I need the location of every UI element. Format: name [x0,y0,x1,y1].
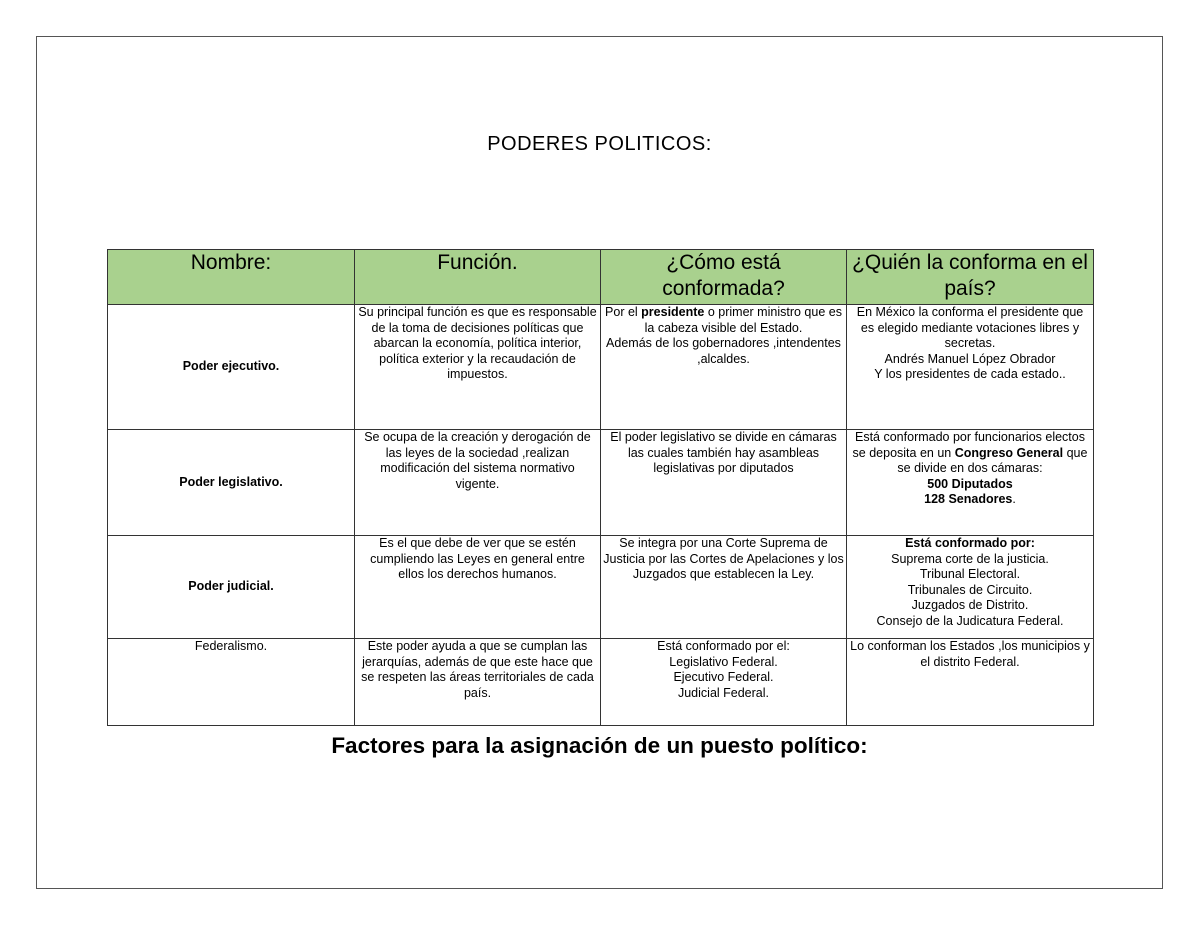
list-item: Consejo de la Judicatura Federal. [876,613,1064,628]
column-header-como: ¿Cómo está conformada? [601,250,847,305]
cell-funcion: Se ocupa de la creación y derogación de las leyes de la sociedad ,realizan modificación del sistema normativo vigente. [355,430,601,536]
cell-como [601,639,847,726]
como-line2: Además de los gobernadores ,intendentes ,alcaldes. [606,336,841,366]
powers-table [107,249,1094,726]
row-name-ejecutivo: Poder ejecutivo. [108,305,355,430]
table-header-row [108,250,1094,305]
list-item: Suprema corte de la justicia. [891,551,1049,566]
como-line1: Por el presidente o primer ministro que es la cabeza visible del Estado. [605,305,842,335]
list-item: Tribunales de Circuito. [907,582,1033,597]
list-item: Tribunal Electoral. [919,567,1021,581]
cell-quien: Lo conforman los Estados ,los municipios y el distrito Federal. [847,639,1094,726]
row-name-federalismo: Federalismo. [108,639,355,726]
list-item: Judicial Federal. [677,685,769,700]
cell-quien [847,305,1094,430]
column-header-funcion: Función. [355,250,601,305]
column-header-nombre: Nombre: [108,250,355,305]
cell-como [601,305,847,430]
cell-como: Se integra por una Corte Suprema de Justicia por las Cortes de Apelaciones y los Juzgados que establecen la Ley. [601,536,847,639]
list-item: Legislativo Federal. [669,654,778,669]
section-subtitle: Factores para la asignación de un puesto político: [331,733,868,758]
cell-funcion: Su principal función es que es responsable de la toma de decisiones políticas que abarcan la economía, política interior, política exterior y la recaudación de impuestos. [355,305,601,430]
cell-quien [847,536,1094,639]
cell-funcion: Este poder ayuda a que se cumplan las jerarquías, además de que este hace que se respeten las áreas territoriales de cada país. [355,639,601,726]
document-page [36,36,1163,889]
quien-senadores: 128 Senadores. [924,492,1016,506]
row-name-judicial: Poder judicial. [108,536,355,639]
column-header-quien: ¿Quién la conforma en el país? [847,250,1094,305]
cell-funcion: Es el que debe de ver que se estén cumpliendo las Leyes en general entre ellos los derechos humanos. [355,536,601,639]
page-title: PODERES POLITICOS: [487,133,712,155]
table-row [108,305,1094,430]
row-name-legislativo: Poder legislativo. [108,430,355,536]
quien-line2: Andrés Manuel López Obrador [884,351,1056,366]
table-row [108,430,1094,536]
quien-heading: Está conformado por: [905,536,1035,550]
cell-como: El poder legislativo se divide en cámaras las cuales también hay asambleas legislativas por diputados [601,430,847,536]
quien-line1: En México la conforma el presidente que es elegido mediante votaciones libres y secretas. [856,305,1084,350]
list-item: Juzgados de Distrito. [911,598,1029,612]
list-item: Ejecutivo Federal. [673,670,774,684]
quien-line1: Está conformado por funcionarios electos se deposita en un Congreso General que se divide en dos cámaras: [852,430,1088,475]
table-row [108,536,1094,639]
quien-line3: Y los presidentes de cada estado.. [874,367,1066,381]
table-row [108,639,1094,726]
como-heading: Está conformado por el: [657,639,790,653]
quien-diputados: 500 Diputados [927,476,1013,491]
cell-quien [847,430,1094,536]
